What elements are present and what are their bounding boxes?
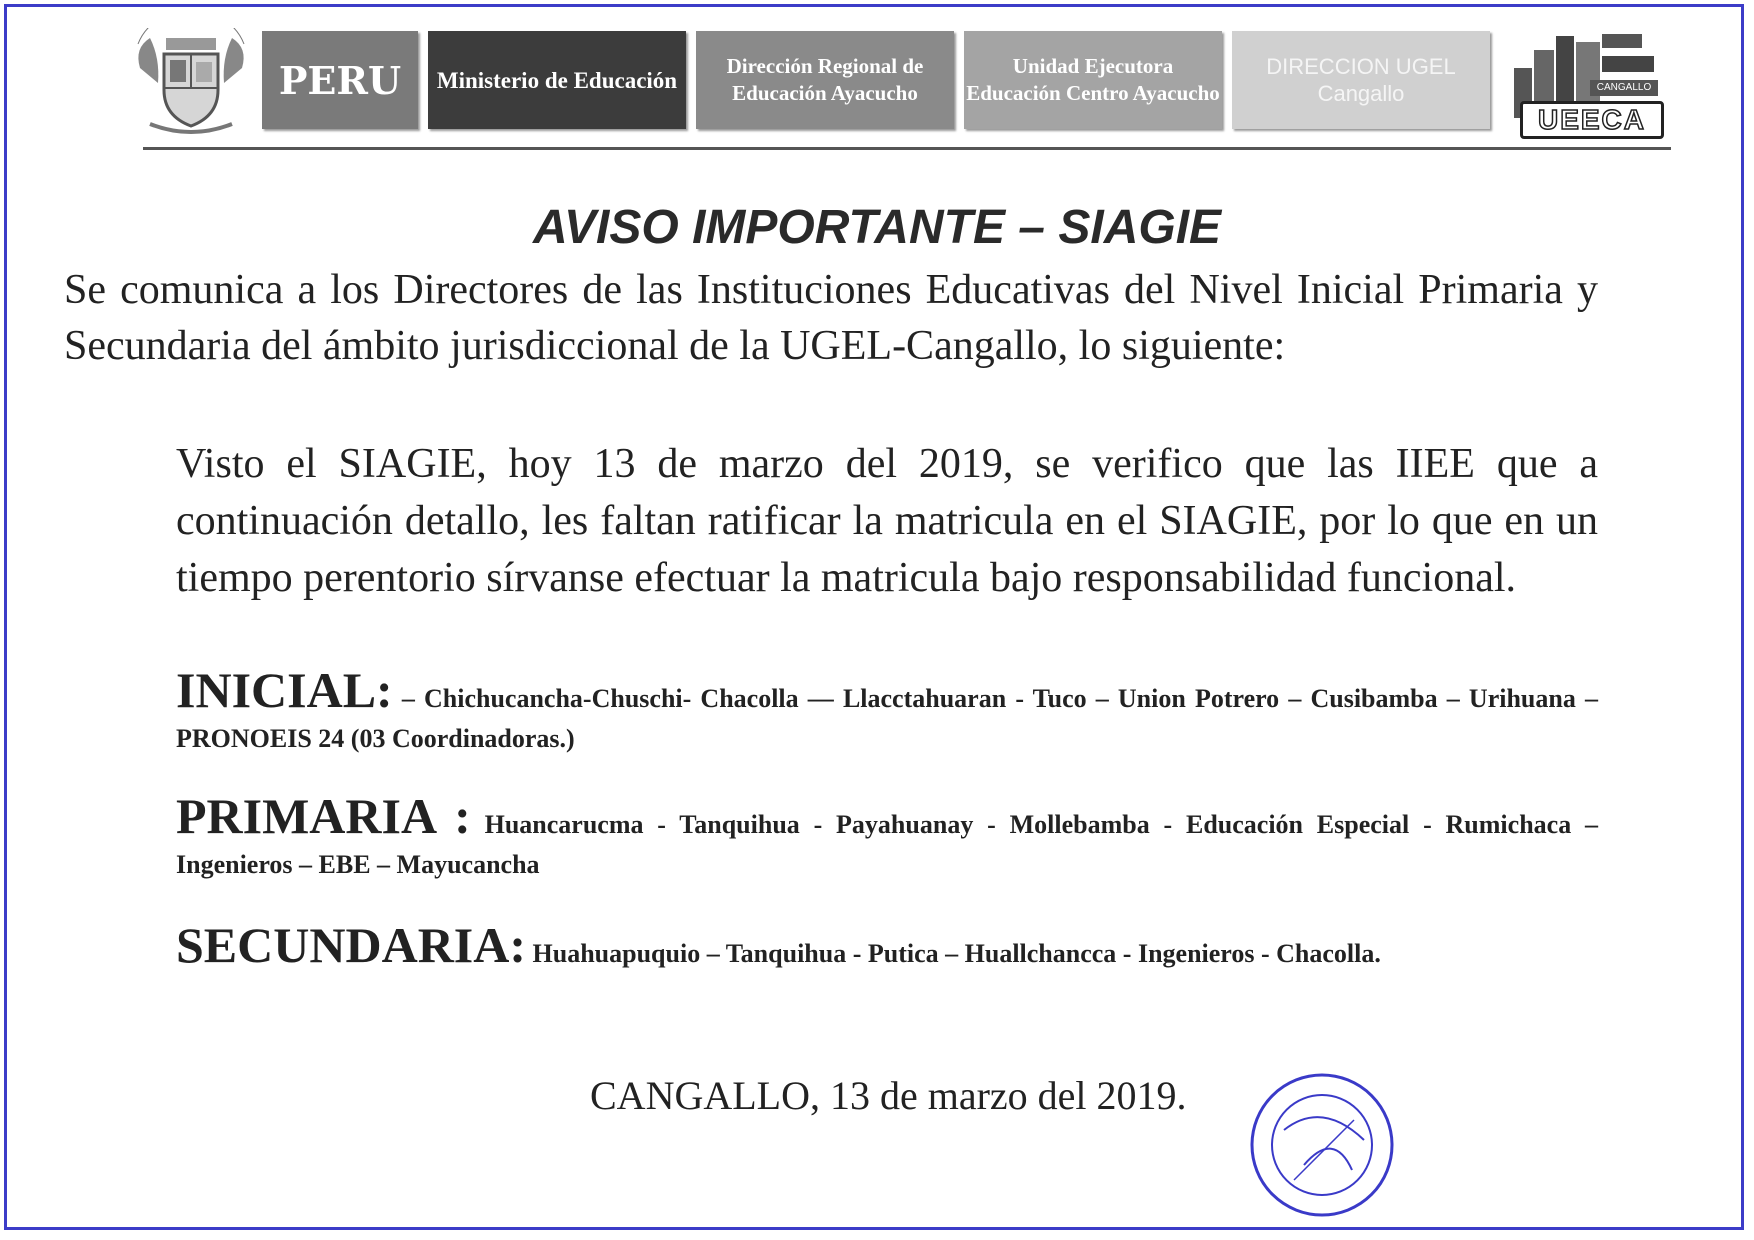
place-date: CANGALLO, 13 de marzo del 2019. <box>590 1073 1187 1118</box>
notice-title: AVISO IMPORTANTE – SIAGIE <box>532 201 1222 254</box>
level-inicial-list: – Chichucancha-Chuschi- Chacolla — Llacctahuaran - Tuco – Union Potrero – Cusibamba – Urihuana – PRONOEIS 24 (03 Coordinadoras.) <box>176 684 1598 753</box>
page-border <box>4 4 1744 1230</box>
direccion-regional-box: Dirección Regional de Educación Ayacucho <box>696 31 954 129</box>
unidad-ejecutora-box: Unidad Ejecutora Educación Centro Ayacucho <box>964 31 1222 129</box>
level-secundaria <box>176 917 1598 974</box>
logo-ueeca-label: UEECA <box>1520 101 1664 139</box>
level-inicial <box>176 662 1598 759</box>
intro-paragraph: Se comunica a los Directores de las Instituciones Educativas del Nivel Inicial Primaria y Secundaria del ámbito jurisdiccional de la UGEL-Cangallo, lo siguiente: <box>64 267 1598 369</box>
level-secundaria-label: SECUNDARIA: <box>176 917 527 973</box>
level-primaria <box>176 788 1598 885</box>
level-primaria-label: PRIMARIA : <box>176 788 471 844</box>
ministerio-box: Ministerio de Educación <box>428 31 686 129</box>
ugel-box: DIRECCION UGEL Cangallo <box>1232 31 1490 129</box>
logo-cangallo-label: CANGALLO <box>1590 80 1658 96</box>
official-stamp-icon <box>1244 1070 1400 1220</box>
coat-of-arms-icon <box>130 28 252 138</box>
level-secundaria-list: Huahuapuquio – Tanquihua - Putica – Huallchancca - Ingenieros - Chacolla. <box>532 939 1381 968</box>
header-divider <box>143 147 1671 150</box>
level-primaria-list: Huancarucma - Tanquihua - Payahuanay - Mollebamba - Educación Especial - Rumichaca – Ingenieros – EBE – Mayucancha <box>176 810 1598 879</box>
peru-box: PERU <box>262 31 418 129</box>
level-inicial-label: INICIAL: <box>176 662 393 718</box>
body-paragraph: Visto el SIAGIE, hoy 13 de marzo del 2019, se verifico que las IIEE que a continuación detallo, les faltan ratificar la matricula en el SIAGIE, por lo que en un tiempo perentorio sírvanse efectuar la matricula bajo responsabilidad funcional. <box>176 441 1598 601</box>
letterhead <box>130 28 1670 138</box>
